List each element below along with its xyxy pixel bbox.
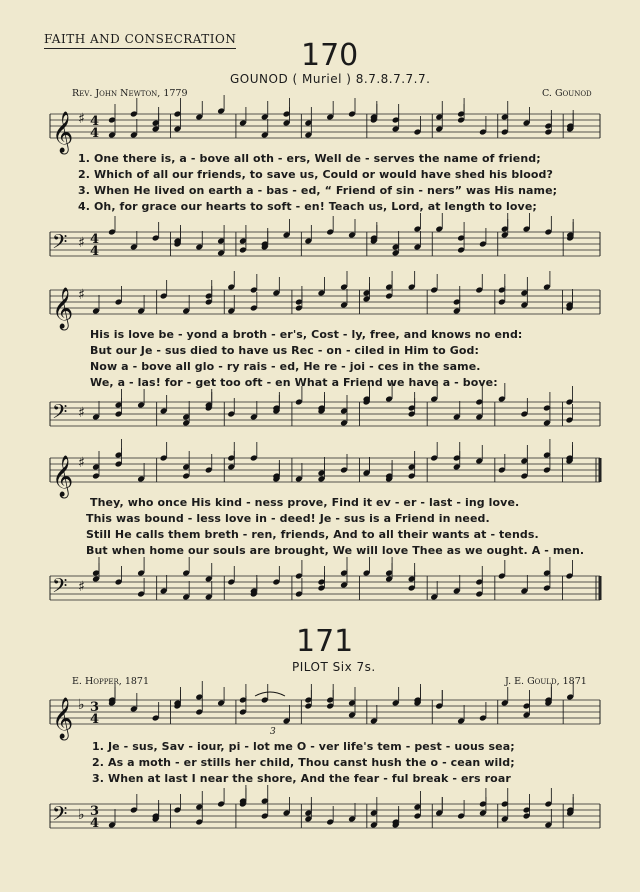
lyric-line: His is love be - yond a broth - er's, Cost - ly, free, and knows no end: (90, 328, 523, 341)
bass-clef-icon: 𝄢 (52, 802, 68, 830)
lyric-line: 2. Which of all our friends, to save us, Could or would have shed his blood? (78, 168, 553, 181)
bass-staff-170-3 (0, 568, 640, 608)
treble-clef-icon: 𝄞 (52, 288, 74, 329)
composer-credit-170: C. Gounod (542, 88, 592, 99)
sharp-icon: ♯ (78, 579, 85, 595)
lyric-line: This was bound - less love in - deed! Je - sus is a Friend in need. (86, 512, 490, 525)
treble-staff-171 (0, 692, 640, 739)
treble-clef-icon: 𝄞 (52, 456, 74, 497)
time-signature-top: 3 (90, 700, 100, 715)
sharp-icon: ♯ (78, 111, 85, 127)
treble-staff-170-3 (0, 450, 640, 497)
time-signature-top: 3 (90, 804, 100, 819)
sharp-icon: ♯ (78, 455, 85, 471)
treble-clef-icon: 𝄞 (52, 112, 74, 153)
treble-clef-icon: 𝄞 (52, 698, 74, 739)
slur (255, 692, 285, 696)
time-signature-top: 4 (90, 232, 100, 247)
lyric-line: 3. When He lived on earth a - bas - ed, “ Friend of sin - ners” was His name; (78, 184, 558, 197)
author-credit-170: Rev. John Newton, 1779 (72, 88, 188, 99)
sharp-icon: ♯ (78, 287, 85, 303)
flat-icon: ♭ (78, 697, 85, 713)
sharp-icon: ♯ (78, 405, 85, 421)
lyric-line: But our Je - sus died to have us Rec - on - ciled in Him to God: (90, 344, 479, 357)
author-credit-171: E. Hopper, 1871 (72, 676, 150, 687)
hymn-number-170: 170 (301, 38, 359, 73)
section-title: FAITH AND CONSECRATION (44, 32, 236, 49)
time-signature-bottom: 4 (90, 126, 100, 141)
lyric-line: 4. Oh, for grace our hearts to soft - en! Teach us, Lord, at length to love; (78, 200, 537, 213)
bass-staff-170-2 (0, 394, 640, 434)
flat-icon: ♭ (78, 807, 85, 823)
time-signature-bottom: 4 (90, 712, 100, 727)
lyric-line: We, a - las! for - get too oft - en What a Friend we have a - bove: (90, 376, 498, 389)
bass-staff-171 (0, 796, 640, 836)
lyric-line: 2. As a moth - er stills her child, Thou canst hush the o - cean wild; (92, 756, 515, 769)
sharp-icon: ♯ (78, 235, 85, 251)
lyric-line: 1. One there is, a - bove all oth - ers, Well de - serves the name of friend; (78, 152, 541, 165)
lyric-line: 3. When at last I near the shore, And the fear - ful break - ers roar (92, 772, 511, 785)
treble-staff-170-1 (0, 106, 640, 153)
bass-clef-icon: 𝄢 (52, 230, 68, 258)
treble-staff-170-2 (0, 282, 640, 329)
bass-clef-icon: 𝄢 (52, 574, 68, 602)
time-signature-bottom: 4 (90, 816, 100, 831)
tune-name-171: PILOT Six 7s. (292, 660, 376, 674)
lyric-line: But when home our souls are brought, We will love Thee as we ought. A - men. (86, 544, 585, 557)
lyric-line: Now a - bove all glo - ry rais - ed, He re - joi - ces in the same. (90, 360, 481, 373)
lyric-line: They, who once His kind - ness prove, Find it ev - er - last - ing love. (90, 496, 520, 509)
hymn-number-171: 171 (296, 624, 354, 659)
triplet-mark: 3 (270, 727, 276, 737)
composer-credit-171: J. E. Gould, 1871 (505, 676, 587, 687)
lyric-line: 1. Je - sus, Sav - iour, pi - lot me O - ver life's tem - pest - uous sea; (92, 740, 515, 753)
time-signature-top: 4 (90, 114, 100, 129)
lyric-line: Still He calls them breth - ren, friends, And to all their wants at - tends. (86, 528, 539, 541)
tune-name-170: GOUNOD ( Muriel ) 8.7.8.7.7.7. (230, 72, 431, 86)
time-signature-bottom: 4 (90, 244, 100, 259)
bass-clef-icon: 𝄢 (52, 400, 68, 428)
bass-staff-170-1 (0, 224, 640, 264)
